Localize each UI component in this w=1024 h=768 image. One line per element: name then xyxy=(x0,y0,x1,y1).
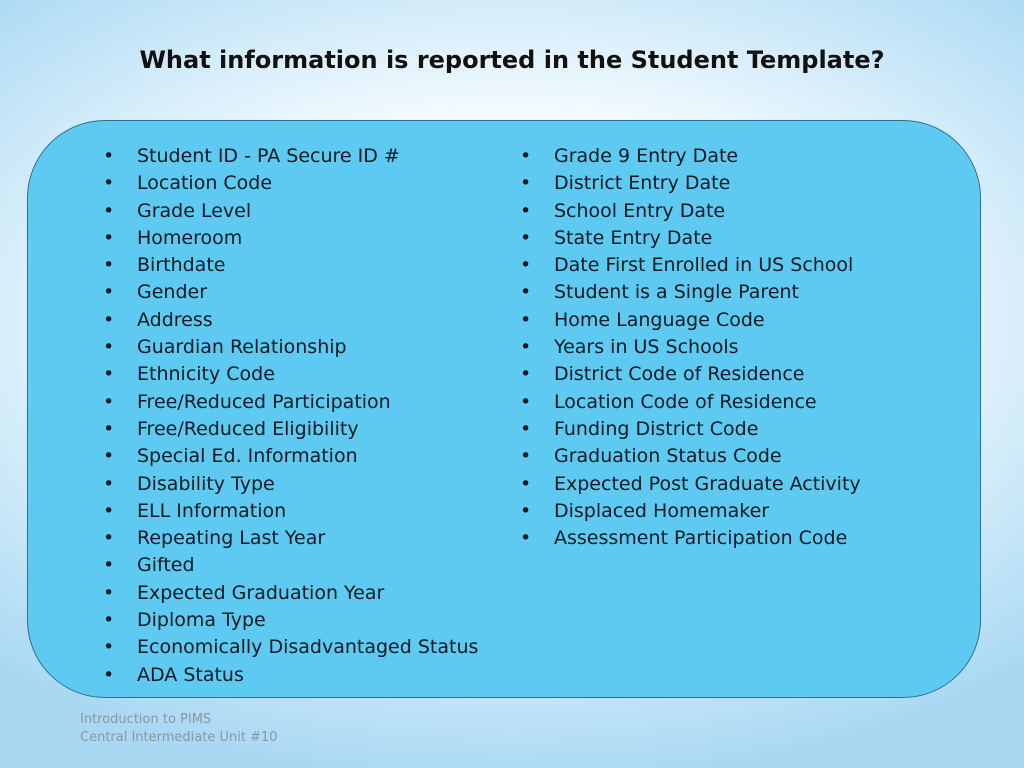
bullet-icon: • xyxy=(520,390,532,413)
content-panel xyxy=(27,120,981,698)
bullet-icon: • xyxy=(520,336,532,359)
list-item-label: Funding District Code xyxy=(554,417,759,440)
bullet-icon: • xyxy=(520,499,532,522)
list-item-label: Student is a Single Parent xyxy=(554,281,800,304)
list-item xyxy=(101,252,478,279)
bullet-icon: • xyxy=(103,472,115,495)
list-item-label: Gifted xyxy=(137,554,195,577)
list-item-label: Location Code of Residence xyxy=(554,390,817,413)
bullet-icon: • xyxy=(103,336,115,359)
list-item-label: Expected Post Graduate Activity xyxy=(554,472,861,495)
bullet-icon: • xyxy=(103,226,115,249)
list-item xyxy=(518,416,861,443)
bullet-icon: • xyxy=(520,199,532,222)
bullet-icon: • xyxy=(520,363,532,386)
bullet-icon: • xyxy=(103,636,115,659)
list-item-label: Home Language Code xyxy=(554,308,765,331)
bullet-icon: • xyxy=(520,527,532,550)
list-item-label: Gender xyxy=(137,281,208,304)
list-item-label: Economically Disadvantaged Status xyxy=(137,636,479,659)
list-item-label: Special Ed. Information xyxy=(137,445,358,468)
bullet-icon: • xyxy=(520,281,532,304)
list-item xyxy=(518,252,861,279)
slide-title: What information is reported in the Student Template? xyxy=(139,46,885,74)
list-item xyxy=(101,634,478,661)
bullet-icon: • xyxy=(103,609,115,632)
list-item-label: Repeating Last Year xyxy=(137,527,326,550)
list-item-label: Graduation Status Code xyxy=(554,445,782,468)
bullet-icon: • xyxy=(520,145,532,167)
list-item-label: Address xyxy=(137,308,213,331)
list-item xyxy=(518,170,861,197)
bullet-icon: • xyxy=(103,254,115,277)
list-item-label: District Code of Residence xyxy=(554,363,805,386)
bullet-icon: • xyxy=(103,527,115,550)
list-item xyxy=(518,279,861,306)
list-item-label: Guardian Relationship xyxy=(137,336,347,359)
bullet-icon: • xyxy=(520,308,532,331)
list-item xyxy=(518,143,861,170)
bullet-icon: • xyxy=(103,199,115,222)
footer xyxy=(80,711,278,747)
bullet-icon: • xyxy=(103,281,115,304)
list-item-label: Grade 9 Entry Date xyxy=(554,145,739,167)
bullet-icon: • xyxy=(520,417,532,440)
bullet-icon: • xyxy=(103,499,115,522)
list-item-label: Date First Enrolled in US School xyxy=(554,254,854,277)
bullet-icon: • xyxy=(520,172,532,195)
list-item xyxy=(518,334,861,361)
list-item xyxy=(101,662,478,689)
footer-presentation-name: Introduction to PIMS xyxy=(80,712,212,727)
bullet-icon: • xyxy=(103,363,115,386)
list-item xyxy=(101,170,478,197)
list-item-label: Assessment Participation Code xyxy=(554,527,848,550)
bullet-icon: • xyxy=(103,172,115,195)
list-item-label: Diploma Type xyxy=(137,609,266,632)
list-item xyxy=(101,307,478,334)
list-item-label: School Entry Date xyxy=(554,199,726,222)
bullet-icon: • xyxy=(103,554,115,577)
list-item-label: Disability Type xyxy=(137,472,275,495)
bullet-icon: • xyxy=(103,581,115,604)
list-item xyxy=(101,498,478,525)
list-item xyxy=(518,307,861,334)
list-item xyxy=(518,525,861,552)
list-item xyxy=(518,389,861,416)
bullet-icon: • xyxy=(103,390,115,413)
list-item xyxy=(101,552,478,579)
list-item xyxy=(101,143,478,170)
list-item-label: Grade Level xyxy=(137,199,252,222)
list-item xyxy=(101,580,478,607)
bullet-icon: • xyxy=(520,472,532,495)
list-item xyxy=(518,471,861,498)
list-item xyxy=(101,607,478,634)
bullet-icon: • xyxy=(103,663,115,686)
list-item xyxy=(101,443,478,470)
list-item xyxy=(101,416,478,443)
list-item-label: District Entry Date xyxy=(554,172,731,195)
list-item-label: ELL Information xyxy=(137,499,287,522)
list-item xyxy=(101,361,478,388)
list-item-label: Ethnicity Code xyxy=(137,363,275,386)
list-item xyxy=(518,498,861,525)
list-item-label: Years in US Schools xyxy=(554,336,739,359)
list-item-label: Free/Reduced Eligibility xyxy=(137,417,359,440)
footer-organization-name: Central Intermediate Unit #10 xyxy=(80,730,278,745)
bullet-icon: • xyxy=(103,445,115,468)
list-item-label: Homeroom xyxy=(137,226,243,249)
bullet-icon: • xyxy=(103,145,115,167)
list-item xyxy=(101,334,478,361)
list-item xyxy=(518,361,861,388)
list-item-label: Birthdate xyxy=(137,254,226,277)
list-item xyxy=(101,525,478,552)
list-item xyxy=(101,389,478,416)
list-item-label: Location Code xyxy=(137,172,273,195)
list-item-label: Displaced Homemaker xyxy=(554,499,770,522)
list-item xyxy=(101,279,478,306)
bullet-icon: • xyxy=(520,445,532,468)
list-item xyxy=(518,225,861,252)
bullet-icon: • xyxy=(520,226,532,249)
list-item-label: ADA Status xyxy=(137,663,244,686)
list-item-label: State Entry Date xyxy=(554,226,713,249)
left-bullet-list xyxy=(101,143,478,689)
list-item-label: Expected Graduation Year xyxy=(137,581,385,604)
list-item xyxy=(518,198,861,225)
bullet-icon: • xyxy=(103,417,115,440)
list-item xyxy=(101,198,478,225)
list-item xyxy=(101,471,478,498)
list-item xyxy=(518,443,861,470)
list-item-label: Student ID - PA Secure ID # xyxy=(137,145,400,167)
right-bullet-list xyxy=(518,143,861,552)
list-item-label: Free/Reduced Participation xyxy=(137,390,391,413)
list-item xyxy=(101,225,478,252)
bullet-icon: • xyxy=(520,254,532,277)
bullet-icon: • xyxy=(103,308,115,331)
